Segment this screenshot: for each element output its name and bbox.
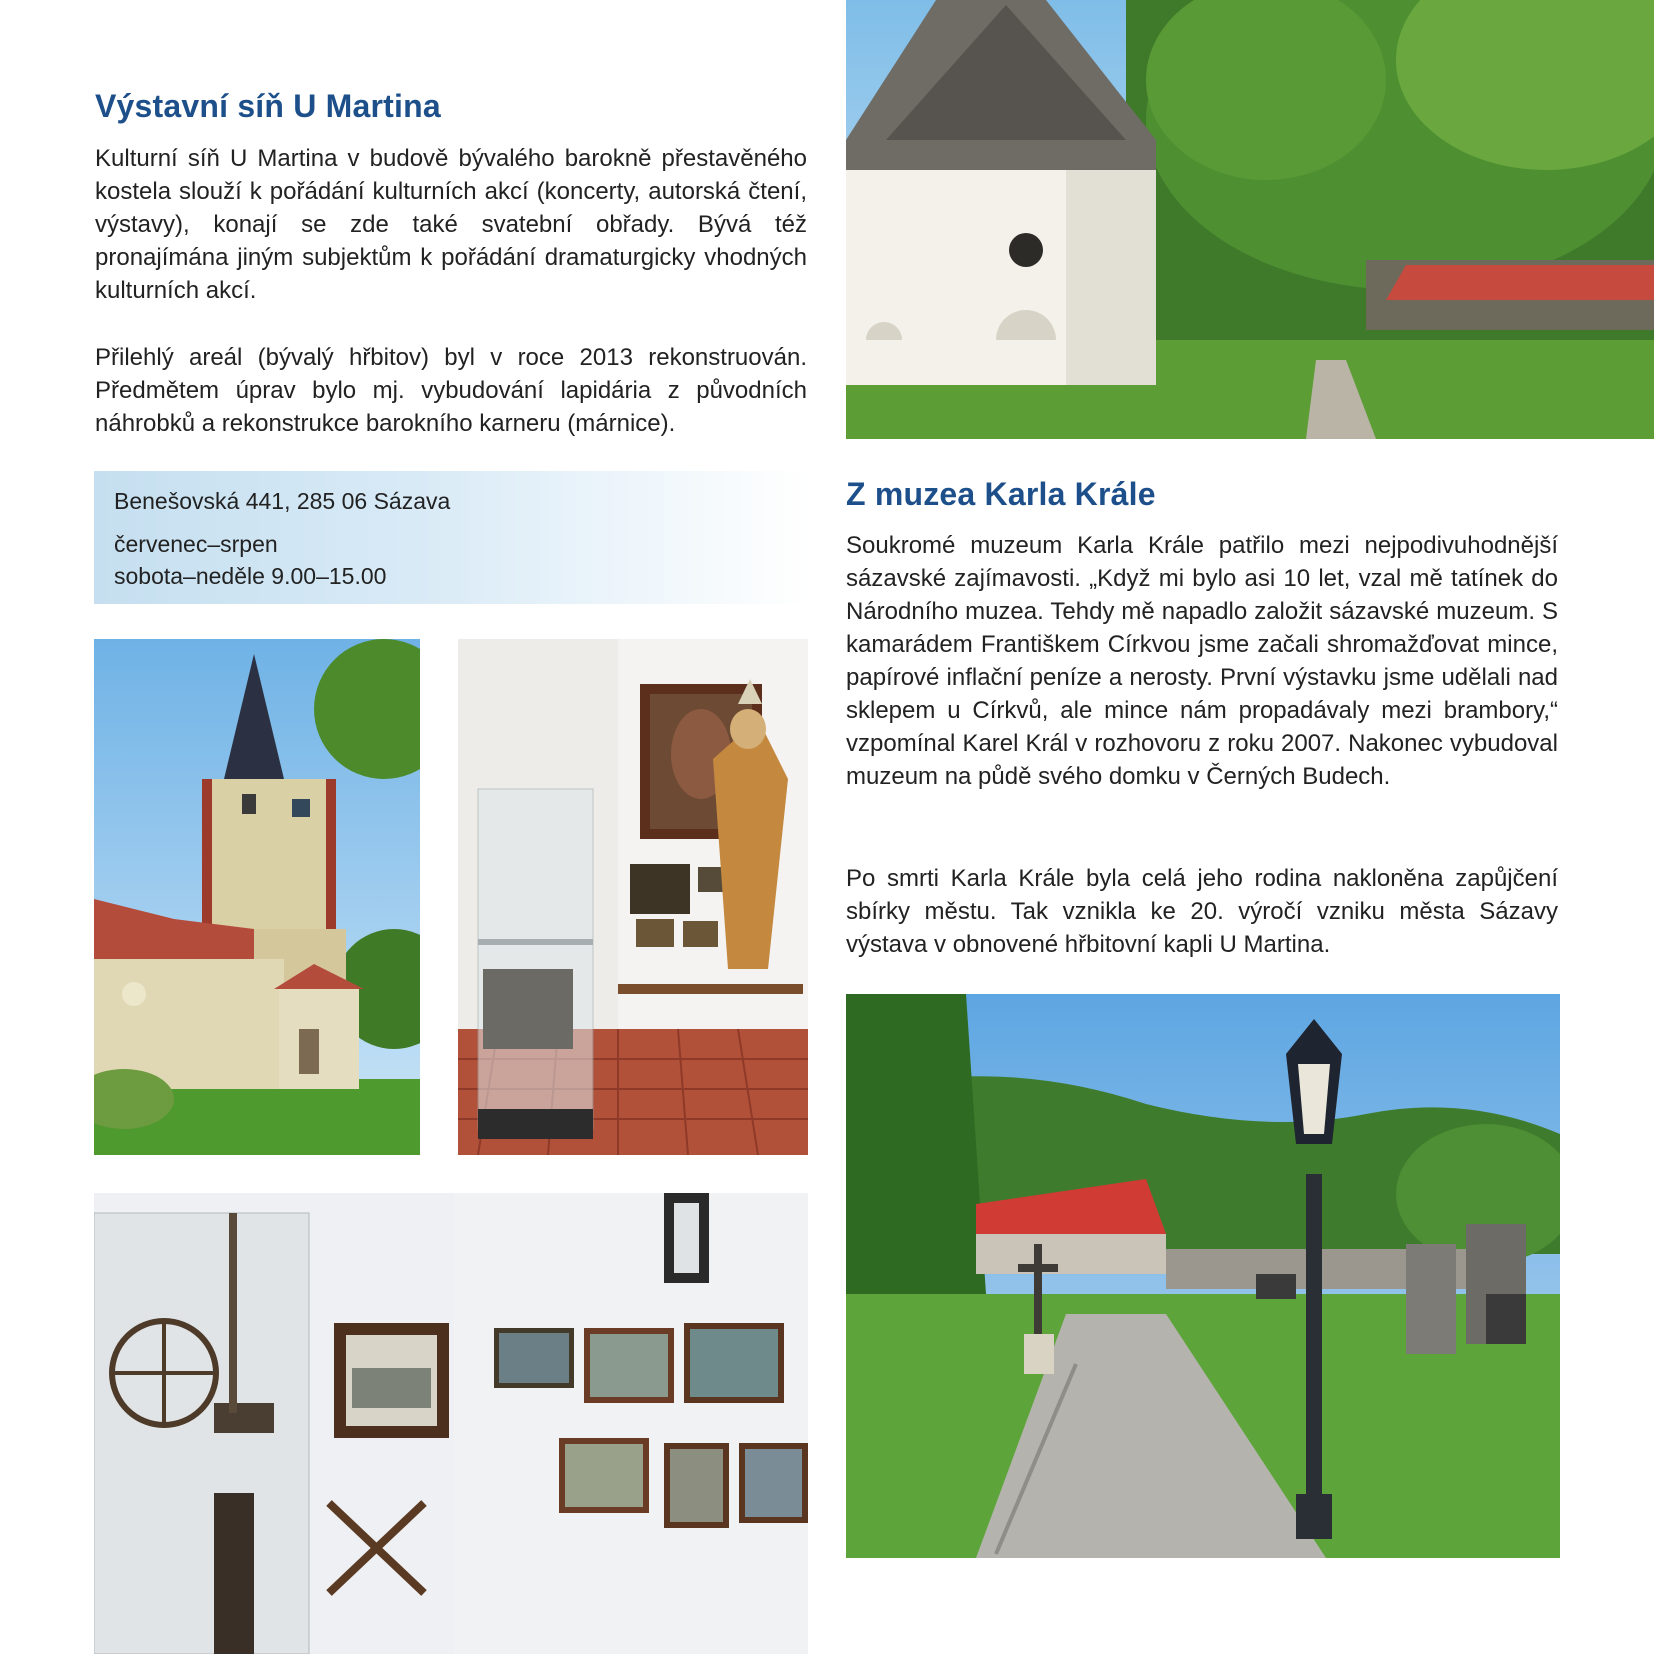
- chapel-photo: [846, 0, 1654, 439]
- church-photo: [94, 639, 420, 1155]
- u-martina-paragraph-1: Kulturní síň U Martina v budově bývalého barokně přestavěného kostela slouží k pořádání kulturních akcí (koncerty, autorská čtení, výstavy), konají se zde také svatební obřady. Bývá též pronajímána jiným subjektům k pořádání dramaturgicky vhodných kulturních akcí.: [95, 145, 807, 304]
- section-title-karel-kral: Z muzea Karla Krále: [846, 476, 1156, 512]
- karel-kral-paragraph-2: Po smrti Karla Krále byla celá jeho rodina nakloněna zapůjčení sbírky městu. Tak vznikla ke 20. výročí vzniku města Sázavy výstava v obnovené hřbitovní kapli U Martina.: [846, 865, 1558, 958]
- address: Benešovská 441, 285 06 Sázava: [114, 488, 451, 514]
- exhibition-spinning-wheel-photo: [94, 1193, 808, 1654]
- exhibition-saint-photo: [458, 639, 808, 1155]
- section-title-u-martina: Výstavní síň U Martina: [95, 88, 441, 124]
- karel-kral-paragraph-1: Soukromé muzeum Karla Krále patřilo mezi nejpodivuhodnější sázavské zajímavosti. „Když mi bylo asi 10 let, vzal mě tatínek do Národního muzea. Tehdy mě napadlo založit sázavské muzeum. S kamarádem Františkem Církvou jsme začali shromažďovat mince, papírové inflační peníze a nerosty. První výstavku jsme udělali nad sklepem u Církvů, ale mince nám propadávaly mezi brambory,“ vzpomínal Karel Král v rozhovoru z roku 2007. Nakonec vybudoval muzeum na půdě svého domku v Černých Budech.: [846, 532, 1558, 790]
- opening-hours: sobota–neděle 9.00–15.00: [114, 563, 387, 589]
- cemetery-lamp-photo: [846, 994, 1560, 1558]
- u-martina-paragraph-2: Přilehlý areál (bývalý hřbitov) byl v roce 2013 rekonstruován. Předmětem úprav bylo mj. vybudování lapidária z původních náhrobků a rekonstrukce barokního karneru (márnice).: [95, 344, 807, 437]
- opening-months-text: červenec–srpen: [114, 531, 278, 557]
